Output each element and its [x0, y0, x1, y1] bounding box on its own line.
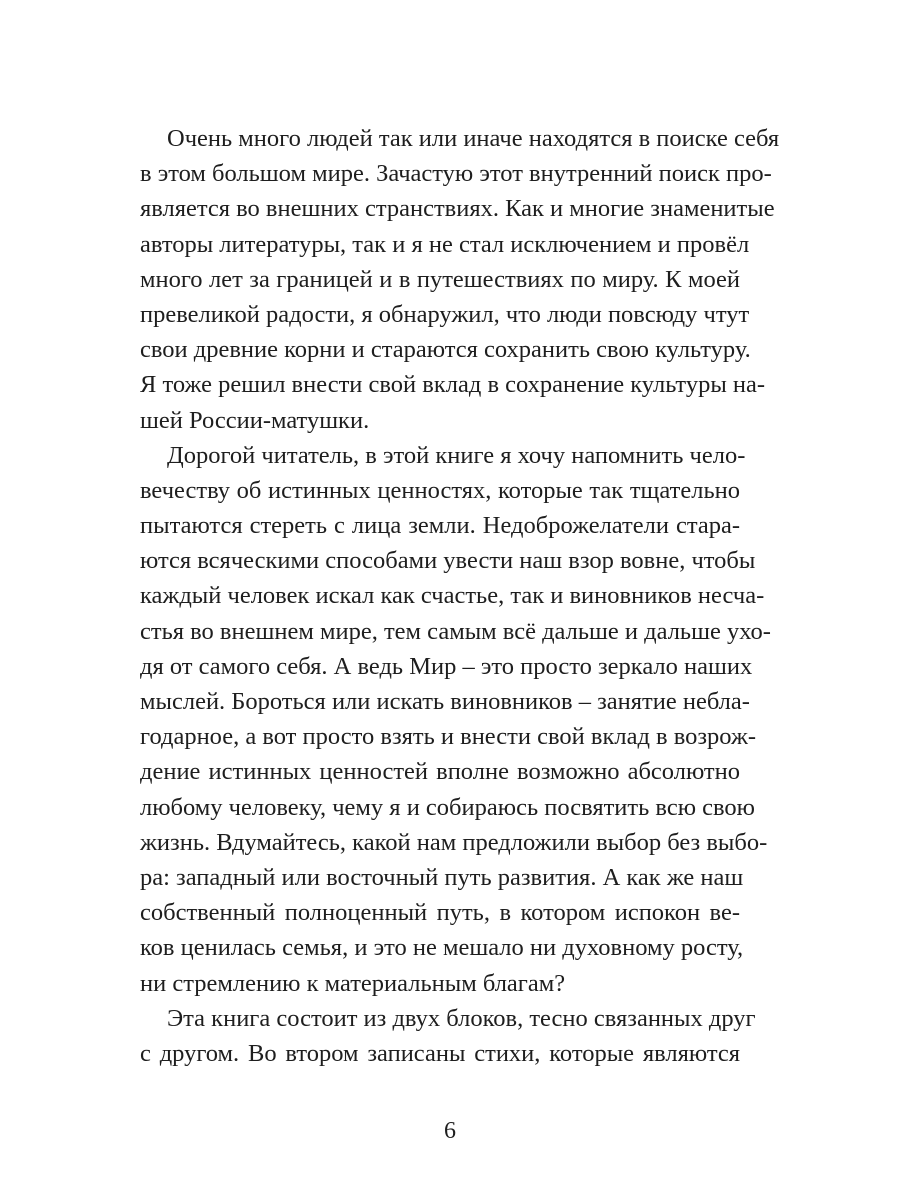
- text-line: любому человеку, чему я и собираюсь посвятить всю свою: [140, 793, 755, 821]
- text-line: шей России-матушки.: [140, 406, 370, 434]
- text-line: собственный полноценный путь, в котором испокон ве-: [140, 899, 740, 927]
- text-line: свои древние корни и стараются сохранить свою культуру.: [140, 336, 751, 364]
- text-line: Я тоже решил внести свой вклад в сохранение культуры на-: [140, 371, 766, 399]
- text-line: ков ценилась семья, и это не мешало ни духовному росту,: [140, 934, 744, 962]
- text-line: Дорогой читатель, в этой книге я хочу напомнить чело-: [167, 441, 746, 469]
- text-line: Эта книга состоит из двух блоков, тесно связанных друг: [167, 1004, 756, 1032]
- text-line: ни стремлению к материальным благам?: [140, 969, 566, 997]
- text-line: превеликой радости, я обнаружил, что люди повсюду чтут: [140, 300, 750, 328]
- text-line: авторы литературы, так и я не стал исключением и провёл: [140, 230, 750, 258]
- text-line: годарное, а вот просто взять и внести свой вклад в возрож-: [140, 723, 757, 751]
- text-line: ра: западный или восточный путь развития. А как же наш: [140, 863, 744, 891]
- text-line: много лет за границей и в путешествиях по миру. К моей: [140, 265, 740, 293]
- paragraph-3: [140, 1001, 756, 1071]
- text-line: стья во внешнем мире, тем самым всё дальше и дальше ухо-: [140, 617, 771, 645]
- page-body: [140, 121, 780, 1071]
- text-line: дя от самого себя. А ведь Мир – это просто зеркало наших: [140, 652, 753, 680]
- text-line: мыслей. Бороться или искать виновников – занятие небла-: [140, 688, 750, 715]
- text-line: ются всяческими способами увести наш взор вовне, чтобы: [140, 547, 756, 575]
- text-line: в этом большом мире. Зачастую этот внутренний поиск про-: [140, 160, 772, 188]
- paragraph-2: [140, 438, 771, 1001]
- page-number: 6: [444, 1118, 456, 1144]
- text-line: Очень много людей так или иначе находятся в поиске себя: [167, 125, 780, 152]
- text-line: с другом. Во втором записаны стихи, которые являются: [140, 1039, 740, 1067]
- text-line: вечеству об истинных ценностях, которые так тщательно: [140, 476, 740, 504]
- text-line: дение истинных ценностей вполне возможно абсолютно: [140, 758, 740, 786]
- text-line: жизнь. Вдумайтесь, какой нам предложили выбор без выбо-: [140, 828, 768, 856]
- text-line: пытаются стереть с лица земли. Недоброжелатели стара-: [140, 512, 740, 540]
- text-line: является во внешних странствиях. Как и многие знаменитые: [140, 195, 775, 223]
- text-line: каждый человек искал как счастье, так и виновников несча-: [140, 582, 765, 610]
- paragraph-1: [140, 121, 780, 438]
